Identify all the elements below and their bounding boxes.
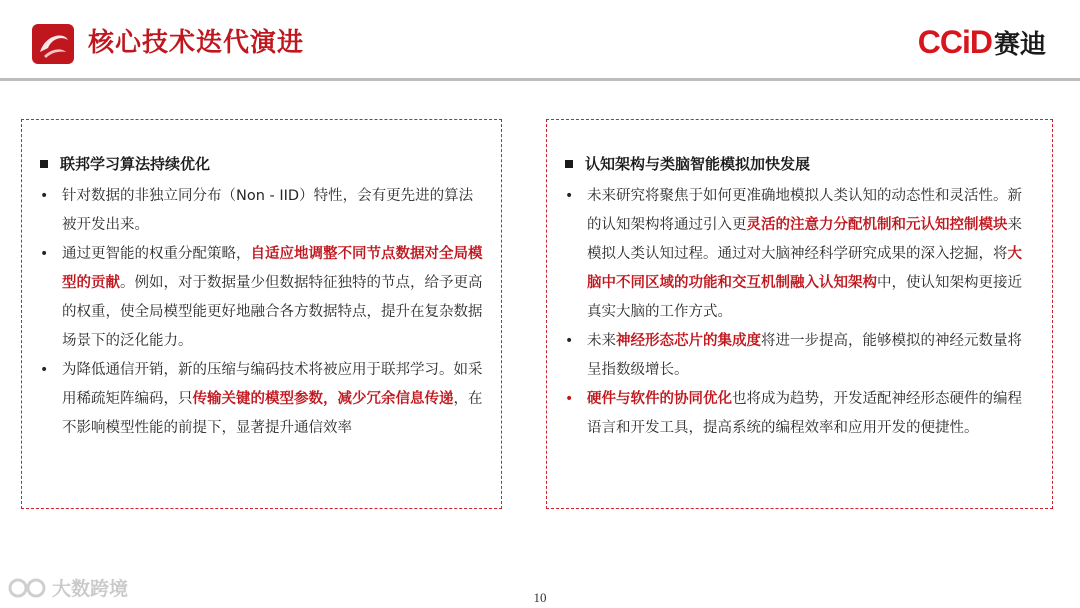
left-bullet-list	[40, 182, 485, 443]
highlighted-text: 神经形态芯片的集成度	[616, 333, 761, 349]
header-divider	[0, 78, 1080, 81]
page-title: 核心技术迭代演进	[88, 28, 305, 58]
body-text: 中，使认知架构更接近真实大脑的工作方式。	[587, 275, 1022, 320]
highlighted-text: 传输关键的模型参数，减少冗余信息传递	[192, 391, 454, 407]
body-text: 未来研究将聚焦于如何更准确地模拟人类认知的动态性和灵活性。新的认知架构将通过引入更	[587, 188, 1022, 233]
page-number: 10	[533, 590, 547, 605]
bullet-dot-icon: •	[565, 188, 574, 204]
highlighted-text: 自适应地调整不同节点数据对全局模型的贡献	[62, 246, 483, 291]
left-panel	[21, 119, 502, 509]
highlighted-text: 大脑中不同区域的功能和交互机制融入认知架构	[587, 246, 1022, 291]
list-item	[40, 182, 485, 240]
list-item	[565, 385, 1036, 443]
ccid-brand-logo	[918, 24, 1046, 60]
brand-ccid-text: CCiD	[917, 23, 992, 60]
bullet-dot-icon: •	[40, 188, 49, 204]
right-bullet-list	[565, 182, 1036, 443]
bullet-dot-icon: •	[565, 391, 574, 407]
left-panel-heading-text: 联邦学习算法持续优化	[60, 155, 211, 173]
list-item	[40, 356, 485, 443]
red-swirl-logo-icon	[32, 24, 74, 64]
square-bullet-icon	[40, 160, 48, 168]
right-panel-heading	[565, 153, 810, 175]
right-panel	[546, 119, 1053, 509]
square-bullet-icon	[565, 160, 573, 168]
highlighted-text: 硬件与软件的协同优化	[587, 391, 732, 407]
bullet-dot-icon: •	[565, 333, 574, 349]
body-text: 。例如，对于数据量少但数据特征独特的节点，给予更高的权重，使全局模型能更好地融合各方数据特点，提升在复杂数据场景下的泛化能力。	[62, 275, 483, 349]
body-text: 来模拟人类认知过程。通过对大脑神经科学研究成果的深入挖掘，将	[587, 217, 1022, 262]
right-panel-heading-text: 认知架构与类脑智能模拟加快发展	[585, 155, 811, 173]
list-item	[565, 182, 1036, 327]
list-item	[40, 240, 485, 356]
list-item	[565, 327, 1036, 385]
highlighted-text: 灵活的注意力分配机制和元认知控制模块	[746, 217, 1008, 233]
body-text: 也将成为趋势，开发适配神经形态硬件的编程语言和开发工具，提高系统的编程效率和应用开发的便捷性。	[587, 391, 1022, 436]
body-text: 针对数据的非独立同分布（Non - IID）特性，会有更先进的算法被开发出来。	[62, 188, 474, 233]
body-text: ，在不影响模型性能的前提下，显著提升通信效率	[62, 391, 483, 436]
brand-cn-text: 赛迪	[993, 29, 1046, 60]
bullet-dot-icon: •	[40, 362, 49, 378]
bullet-dot-icon: •	[40, 246, 49, 262]
body-text: 通过更智能的权重分配策略，	[62, 246, 251, 262]
watermark-text: 大数跨境	[52, 578, 129, 600]
body-text: 为降低通信开销，新的压缩与编码技术将被应用于联邦学习。如采用稀疏矩阵编码，只	[62, 362, 483, 407]
body-text: 未来	[587, 333, 616, 349]
left-panel-heading	[40, 153, 210, 175]
body-text: 将进一步提高，能够模拟的神经元数量将呈指数级增长。	[587, 333, 1022, 378]
